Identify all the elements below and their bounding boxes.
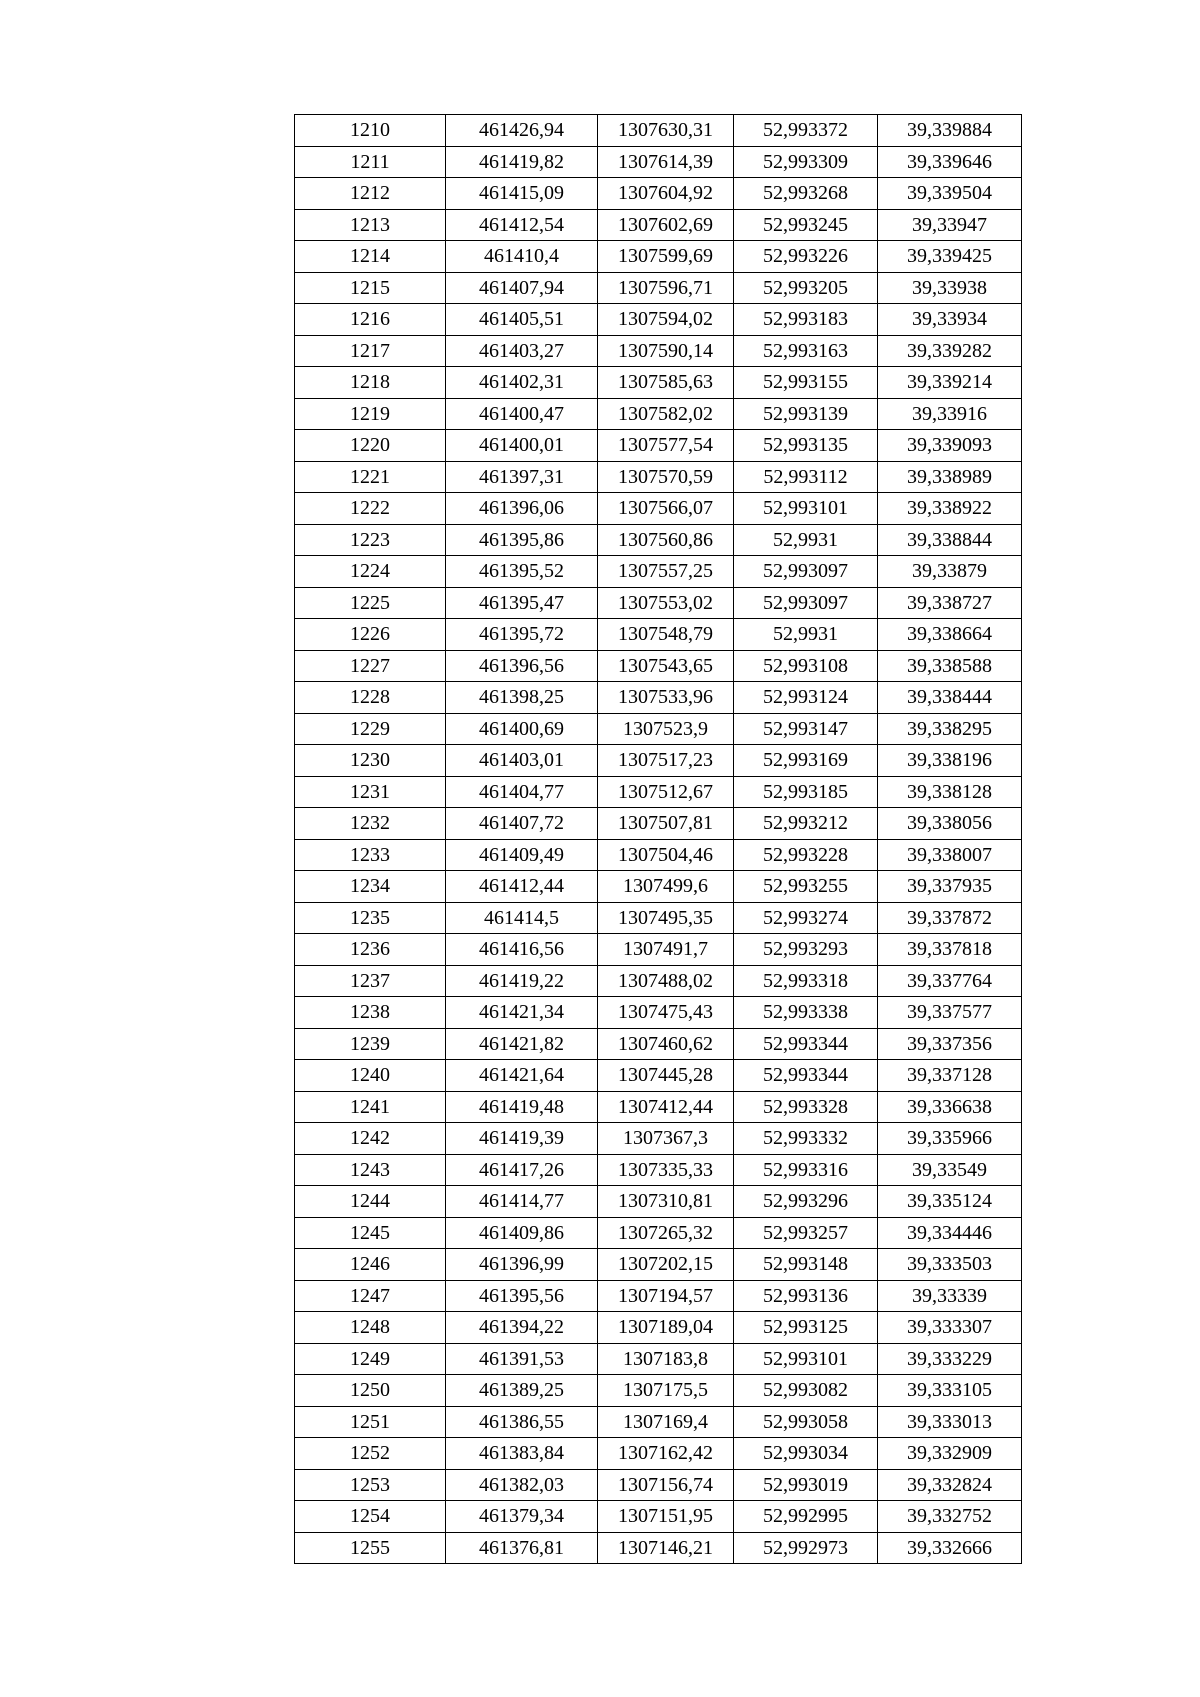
longitude-cell: 39,33938 (878, 272, 1022, 304)
latitude-cell: 52,993101 (734, 493, 878, 525)
table-row (295, 902, 1022, 934)
latitude-cell: 52,993274 (734, 902, 878, 934)
point-number-cell: 1241 (295, 1091, 446, 1123)
x-coordinate-cell: 461404,77 (446, 776, 598, 808)
y-coordinate-cell: 1307533,96 (598, 682, 734, 714)
table-row (295, 1532, 1022, 1564)
x-coordinate-cell: 461395,72 (446, 619, 598, 651)
longitude-cell: 39,33916 (878, 398, 1022, 430)
point-number-cell: 1226 (295, 619, 446, 651)
point-number-cell: 1254 (295, 1501, 446, 1533)
longitude-cell: 39,332909 (878, 1438, 1022, 1470)
y-coordinate-cell: 1307512,67 (598, 776, 734, 808)
table-row (295, 398, 1022, 430)
latitude-cell: 52,993139 (734, 398, 878, 430)
longitude-cell: 39,333307 (878, 1312, 1022, 1344)
y-coordinate-cell: 1307570,59 (598, 461, 734, 493)
y-coordinate-cell: 1307202,15 (598, 1249, 734, 1281)
table-row (295, 1060, 1022, 1092)
longitude-cell: 39,337818 (878, 934, 1022, 966)
longitude-cell: 39,338727 (878, 587, 1022, 619)
longitude-cell: 39,335124 (878, 1186, 1022, 1218)
table-row (295, 272, 1022, 304)
y-coordinate-cell: 1307499,6 (598, 871, 734, 903)
y-coordinate-cell: 1307151,95 (598, 1501, 734, 1533)
y-coordinate-cell: 1307367,3 (598, 1123, 734, 1155)
latitude-cell: 52,993344 (734, 1028, 878, 1060)
table-row (295, 1217, 1022, 1249)
longitude-cell: 39,337577 (878, 997, 1022, 1029)
x-coordinate-cell: 461419,48 (446, 1091, 598, 1123)
x-coordinate-cell: 461379,34 (446, 1501, 598, 1533)
longitude-cell: 39,338444 (878, 682, 1022, 714)
longitude-cell: 39,333229 (878, 1343, 1022, 1375)
y-coordinate-cell: 1307560,86 (598, 524, 734, 556)
y-coordinate-cell: 1307523,9 (598, 713, 734, 745)
latitude-cell: 52,993309 (734, 146, 878, 178)
longitude-cell: 39,333013 (878, 1406, 1022, 1438)
point-number-cell: 1248 (295, 1312, 446, 1344)
longitude-cell: 39,338196 (878, 745, 1022, 777)
latitude-cell: 52,993082 (734, 1375, 878, 1407)
y-coordinate-cell: 1307495,35 (598, 902, 734, 934)
latitude-cell: 52,993212 (734, 808, 878, 840)
point-number-cell: 1210 (295, 115, 446, 147)
longitude-cell: 39,334446 (878, 1217, 1022, 1249)
x-coordinate-cell: 461383,84 (446, 1438, 598, 1470)
point-number-cell: 1231 (295, 776, 446, 808)
table-row (295, 367, 1022, 399)
longitude-cell: 39,333105 (878, 1375, 1022, 1407)
latitude-cell: 52,993293 (734, 934, 878, 966)
latitude-cell: 52,993034 (734, 1438, 878, 1470)
table-row (295, 1123, 1022, 1155)
longitude-cell: 39,338295 (878, 713, 1022, 745)
longitude-cell: 39,333503 (878, 1249, 1022, 1281)
table-row (295, 587, 1022, 619)
x-coordinate-cell: 461396,99 (446, 1249, 598, 1281)
x-coordinate-cell: 461386,55 (446, 1406, 598, 1438)
longitude-cell: 39,338007 (878, 839, 1022, 871)
y-coordinate-cell: 1307194,57 (598, 1280, 734, 1312)
latitude-cell: 52,993226 (734, 241, 878, 273)
longitude-cell: 39,337872 (878, 902, 1022, 934)
latitude-cell: 52,993183 (734, 304, 878, 336)
latitude-cell: 52,993255 (734, 871, 878, 903)
x-coordinate-cell: 461409,86 (446, 1217, 598, 1249)
latitude-cell: 52,993296 (734, 1186, 878, 1218)
y-coordinate-cell: 1307488,02 (598, 965, 734, 997)
point-number-cell: 1211 (295, 146, 446, 178)
point-number-cell: 1234 (295, 871, 446, 903)
longitude-cell: 39,339884 (878, 115, 1022, 147)
table-row (295, 1249, 1022, 1281)
table-row (295, 1438, 1022, 1470)
y-coordinate-cell: 1307491,7 (598, 934, 734, 966)
point-number-cell: 1230 (295, 745, 446, 777)
x-coordinate-cell: 461395,86 (446, 524, 598, 556)
y-coordinate-cell: 1307156,74 (598, 1469, 734, 1501)
point-number-cell: 1250 (295, 1375, 446, 1407)
longitude-cell: 39,332666 (878, 1532, 1022, 1564)
point-number-cell: 1215 (295, 272, 446, 304)
table-row (295, 115, 1022, 147)
x-coordinate-cell: 461410,4 (446, 241, 598, 273)
y-coordinate-cell: 1307614,39 (598, 146, 734, 178)
x-coordinate-cell: 461376,81 (446, 1532, 598, 1564)
longitude-cell: 39,33549 (878, 1154, 1022, 1186)
point-number-cell: 1235 (295, 902, 446, 934)
longitude-cell: 39,338922 (878, 493, 1022, 525)
point-number-cell: 1214 (295, 241, 446, 273)
y-coordinate-cell: 1307310,81 (598, 1186, 734, 1218)
latitude-cell: 52,9931 (734, 619, 878, 651)
latitude-cell: 52,992995 (734, 1501, 878, 1533)
point-number-cell: 1221 (295, 461, 446, 493)
table-row (295, 430, 1022, 462)
x-coordinate-cell: 461396,06 (446, 493, 598, 525)
x-coordinate-cell: 461414,5 (446, 902, 598, 934)
table-row (295, 556, 1022, 588)
point-number-cell: 1249 (295, 1343, 446, 1375)
y-coordinate-cell: 1307183,8 (598, 1343, 734, 1375)
point-number-cell: 1228 (295, 682, 446, 714)
longitude-cell: 39,33339 (878, 1280, 1022, 1312)
longitude-cell: 39,336638 (878, 1091, 1022, 1123)
table-row (295, 1028, 1022, 1060)
point-number-cell: 1245 (295, 1217, 446, 1249)
x-coordinate-cell: 461382,03 (446, 1469, 598, 1501)
table-row (295, 146, 1022, 178)
longitude-cell: 39,339646 (878, 146, 1022, 178)
point-number-cell: 1227 (295, 650, 446, 682)
y-coordinate-cell: 1307548,79 (598, 619, 734, 651)
point-number-cell: 1224 (295, 556, 446, 588)
y-coordinate-cell: 1307460,62 (598, 1028, 734, 1060)
table-row (295, 965, 1022, 997)
y-coordinate-cell: 1307596,71 (598, 272, 734, 304)
y-coordinate-cell: 1307604,92 (598, 178, 734, 210)
table-row (295, 997, 1022, 1029)
y-coordinate-cell: 1307504,46 (598, 839, 734, 871)
table-row (295, 524, 1022, 556)
table-row (295, 1375, 1022, 1407)
y-coordinate-cell: 1307582,02 (598, 398, 734, 430)
latitude-cell: 52,993328 (734, 1091, 878, 1123)
x-coordinate-cell: 461415,09 (446, 178, 598, 210)
x-coordinate-cell: 461414,77 (446, 1186, 598, 1218)
x-coordinate-cell: 461419,82 (446, 146, 598, 178)
x-coordinate-cell: 461400,69 (446, 713, 598, 745)
x-coordinate-cell: 461421,34 (446, 997, 598, 1029)
latitude-cell: 52,993135 (734, 430, 878, 462)
y-coordinate-cell: 1307566,07 (598, 493, 734, 525)
longitude-cell: 39,337128 (878, 1060, 1022, 1092)
latitude-cell: 52,993169 (734, 745, 878, 777)
x-coordinate-cell: 461409,49 (446, 839, 598, 871)
latitude-cell: 52,993372 (734, 115, 878, 147)
latitude-cell: 52,993125 (734, 1312, 878, 1344)
longitude-cell: 39,337764 (878, 965, 1022, 997)
y-coordinate-cell: 1307265,32 (598, 1217, 734, 1249)
table-row (295, 1186, 1022, 1218)
y-coordinate-cell: 1307602,69 (598, 209, 734, 241)
point-number-cell: 1229 (295, 713, 446, 745)
table-row (295, 209, 1022, 241)
point-number-cell: 1242 (295, 1123, 446, 1155)
latitude-cell: 52,993318 (734, 965, 878, 997)
point-number-cell: 1237 (295, 965, 446, 997)
point-number-cell: 1244 (295, 1186, 446, 1218)
y-coordinate-cell: 1307599,69 (598, 241, 734, 273)
y-coordinate-cell: 1307557,25 (598, 556, 734, 588)
point-number-cell: 1251 (295, 1406, 446, 1438)
table-row (295, 1406, 1022, 1438)
point-number-cell: 1212 (295, 178, 446, 210)
x-coordinate-cell: 461398,25 (446, 682, 598, 714)
x-coordinate-cell: 461391,53 (446, 1343, 598, 1375)
longitude-cell: 39,335966 (878, 1123, 1022, 1155)
latitude-cell: 52,993058 (734, 1406, 878, 1438)
latitude-cell: 52,993112 (734, 461, 878, 493)
x-coordinate-cell: 461400,47 (446, 398, 598, 430)
x-coordinate-cell: 461421,82 (446, 1028, 598, 1060)
table-row (295, 1501, 1022, 1533)
longitude-cell: 39,337935 (878, 871, 1022, 903)
point-number-cell: 1217 (295, 335, 446, 367)
table-row (295, 335, 1022, 367)
latitude-cell: 52,993124 (734, 682, 878, 714)
latitude-cell: 52,993228 (734, 839, 878, 871)
latitude-cell: 52,993338 (734, 997, 878, 1029)
point-number-cell: 1252 (295, 1438, 446, 1470)
x-coordinate-cell: 461403,01 (446, 745, 598, 777)
y-coordinate-cell: 1307175,5 (598, 1375, 734, 1407)
longitude-cell: 39,339282 (878, 335, 1022, 367)
latitude-cell: 52,993332 (734, 1123, 878, 1155)
x-coordinate-cell: 461403,27 (446, 335, 598, 367)
y-coordinate-cell: 1307594,02 (598, 304, 734, 336)
y-coordinate-cell: 1307543,65 (598, 650, 734, 682)
latitude-cell: 52,993245 (734, 209, 878, 241)
x-coordinate-cell: 461419,39 (446, 1123, 598, 1155)
longitude-cell: 39,338128 (878, 776, 1022, 808)
x-coordinate-cell: 461412,54 (446, 209, 598, 241)
y-coordinate-cell: 1307630,31 (598, 115, 734, 147)
latitude-cell: 52,993019 (734, 1469, 878, 1501)
x-coordinate-cell: 461394,22 (446, 1312, 598, 1344)
latitude-cell: 52,993136 (734, 1280, 878, 1312)
x-coordinate-cell: 461407,94 (446, 272, 598, 304)
x-coordinate-cell: 461400,01 (446, 430, 598, 462)
latitude-cell: 52,993101 (734, 1343, 878, 1375)
x-coordinate-cell: 461402,31 (446, 367, 598, 399)
longitude-cell: 39,339425 (878, 241, 1022, 273)
y-coordinate-cell: 1307507,81 (598, 808, 734, 840)
latitude-cell: 52,993097 (734, 556, 878, 588)
y-coordinate-cell: 1307412,44 (598, 1091, 734, 1123)
y-coordinate-cell: 1307585,63 (598, 367, 734, 399)
longitude-cell: 39,337356 (878, 1028, 1022, 1060)
x-coordinate-cell: 461396,56 (446, 650, 598, 682)
point-number-cell: 1253 (295, 1469, 446, 1501)
latitude-cell: 52,993147 (734, 713, 878, 745)
y-coordinate-cell: 1307517,23 (598, 745, 734, 777)
x-coordinate-cell: 461395,47 (446, 587, 598, 619)
table-row (295, 1091, 1022, 1123)
y-coordinate-cell: 1307475,43 (598, 997, 734, 1029)
point-number-cell: 1232 (295, 808, 446, 840)
latitude-cell: 52,993344 (734, 1060, 878, 1092)
point-number-cell: 1247 (295, 1280, 446, 1312)
latitude-cell: 52,993108 (734, 650, 878, 682)
x-coordinate-cell: 461407,72 (446, 808, 598, 840)
x-coordinate-cell: 461421,64 (446, 1060, 598, 1092)
table-row (295, 839, 1022, 871)
table-row (295, 682, 1022, 714)
x-coordinate-cell: 461417,26 (446, 1154, 598, 1186)
y-coordinate-cell: 1307445,28 (598, 1060, 734, 1092)
table-row (295, 1154, 1022, 1186)
x-coordinate-cell: 461416,56 (446, 934, 598, 966)
x-coordinate-cell: 461405,51 (446, 304, 598, 336)
table-row (295, 1343, 1022, 1375)
latitude-cell: 52,993257 (734, 1217, 878, 1249)
x-coordinate-cell: 461389,25 (446, 1375, 598, 1407)
latitude-cell: 52,993163 (734, 335, 878, 367)
table-row (295, 461, 1022, 493)
point-number-cell: 1233 (295, 839, 446, 871)
point-number-cell: 1222 (295, 493, 446, 525)
point-number-cell: 1218 (295, 367, 446, 399)
longitude-cell: 39,33879 (878, 556, 1022, 588)
y-coordinate-cell: 1307169,4 (598, 1406, 734, 1438)
latitude-cell: 52,993097 (734, 587, 878, 619)
longitude-cell: 39,339214 (878, 367, 1022, 399)
point-number-cell: 1239 (295, 1028, 446, 1060)
table-row (295, 650, 1022, 682)
latitude-cell: 52,9931 (734, 524, 878, 556)
table-row (295, 1469, 1022, 1501)
longitude-cell: 39,33947 (878, 209, 1022, 241)
y-coordinate-cell: 1307590,14 (598, 335, 734, 367)
table-row (295, 493, 1022, 525)
point-number-cell: 1213 (295, 209, 446, 241)
y-coordinate-cell: 1307335,33 (598, 1154, 734, 1186)
point-number-cell: 1246 (295, 1249, 446, 1281)
point-number-cell: 1236 (295, 934, 446, 966)
latitude-cell: 52,992973 (734, 1532, 878, 1564)
longitude-cell: 39,338056 (878, 808, 1022, 840)
y-coordinate-cell: 1307162,42 (598, 1438, 734, 1470)
table-row (295, 241, 1022, 273)
point-number-cell: 1238 (295, 997, 446, 1029)
x-coordinate-cell: 461419,22 (446, 965, 598, 997)
point-number-cell: 1220 (295, 430, 446, 462)
table-row (295, 776, 1022, 808)
longitude-cell: 39,332824 (878, 1469, 1022, 1501)
longitude-cell: 39,338989 (878, 461, 1022, 493)
table-row (295, 1312, 1022, 1344)
table-row (295, 713, 1022, 745)
latitude-cell: 52,993316 (734, 1154, 878, 1186)
point-number-cell: 1219 (295, 398, 446, 430)
point-number-cell: 1225 (295, 587, 446, 619)
point-number-cell: 1255 (295, 1532, 446, 1564)
x-coordinate-cell: 461395,56 (446, 1280, 598, 1312)
x-coordinate-cell: 461426,94 (446, 115, 598, 147)
x-coordinate-cell: 461397,31 (446, 461, 598, 493)
table-row (295, 619, 1022, 651)
longitude-cell: 39,332752 (878, 1501, 1022, 1533)
point-number-cell: 1223 (295, 524, 446, 556)
longitude-cell: 39,338844 (878, 524, 1022, 556)
coordinates-table (294, 114, 1022, 1564)
y-coordinate-cell: 1307146,21 (598, 1532, 734, 1564)
longitude-cell: 39,338664 (878, 619, 1022, 651)
coordinates-table-body (295, 115, 1022, 1564)
x-coordinate-cell: 461412,44 (446, 871, 598, 903)
latitude-cell: 52,993148 (734, 1249, 878, 1281)
y-coordinate-cell: 1307577,54 (598, 430, 734, 462)
table-row (295, 1280, 1022, 1312)
point-number-cell: 1216 (295, 304, 446, 336)
latitude-cell: 52,993268 (734, 178, 878, 210)
longitude-cell: 39,338588 (878, 650, 1022, 682)
table-row (295, 871, 1022, 903)
longitude-cell: 39,339504 (878, 178, 1022, 210)
latitude-cell: 52,993185 (734, 776, 878, 808)
table-row (295, 808, 1022, 840)
y-coordinate-cell: 1307553,02 (598, 587, 734, 619)
longitude-cell: 39,339093 (878, 430, 1022, 462)
point-number-cell: 1240 (295, 1060, 446, 1092)
table-row (295, 934, 1022, 966)
table-row (295, 178, 1022, 210)
latitude-cell: 52,993155 (734, 367, 878, 399)
latitude-cell: 52,993205 (734, 272, 878, 304)
table-row (295, 304, 1022, 336)
point-number-cell: 1243 (295, 1154, 446, 1186)
table-row (295, 745, 1022, 777)
longitude-cell: 39,33934 (878, 304, 1022, 336)
y-coordinate-cell: 1307189,04 (598, 1312, 734, 1344)
x-coordinate-cell: 461395,52 (446, 556, 598, 588)
